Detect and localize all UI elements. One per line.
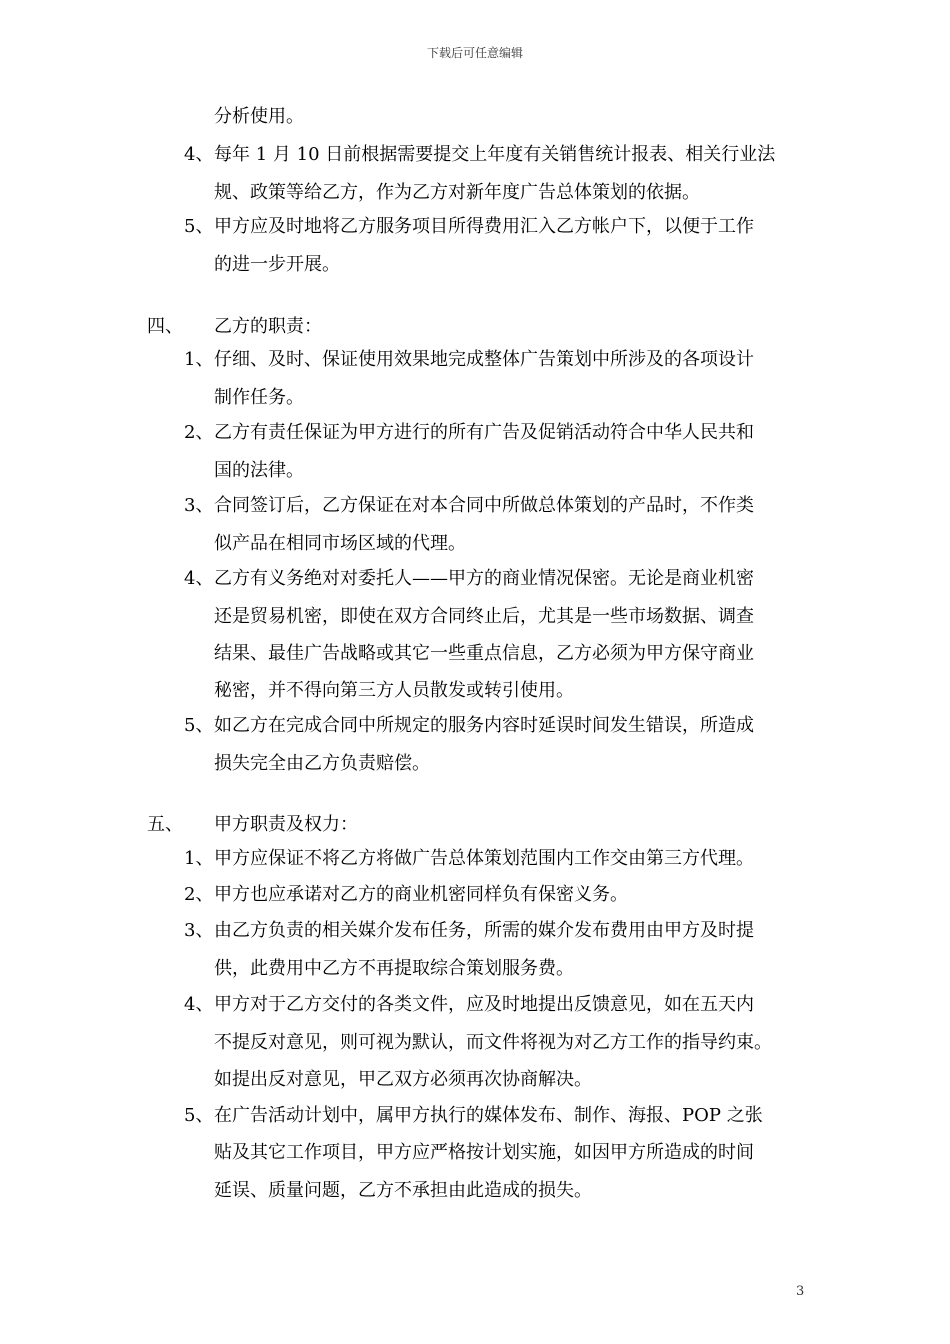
paragraph-line: 如乙方在完成合同中所规定的服务内容时延误时间发生错误，所造成: [214, 715, 754, 736]
paragraph-line: 甲方对于乙方交付的各类文件，应及时地提出反馈意见，如在五天内: [214, 994, 754, 1015]
paragraph-line: 甲方应及时地将乙方服务项目所得费用汇入乙方帐户下，以便于工作: [214, 216, 754, 237]
paragraph-line: 似产品在相同市场区域的代理。: [214, 533, 466, 554]
item-number: 3、: [184, 920, 214, 941]
paragraph-line: 甲方也应承诺对乙方的商业机密同样负有保密义务。: [214, 884, 628, 905]
paragraph-line: 分析使用。: [214, 106, 304, 127]
item-number: 5、: [184, 216, 214, 237]
paragraph-line: 还是贸易机密，即使在双方合同终止后，尤其是一些市场数据、调查: [214, 606, 754, 627]
paragraph-line: 乙方有义务绝对对委托人——甲方的商业情况保密。无论是商业机密: [214, 568, 754, 589]
paragraph-line: 制作任务。: [214, 387, 304, 408]
section-number: 五、: [147, 814, 183, 835]
paragraph-line: 损失完全由乙方负责赔偿。: [214, 753, 430, 774]
paragraph-line: 贴及其它工作项目，甲方应严格按计划实施，如因甲方所造成的时间: [214, 1142, 754, 1163]
section-title: 乙方的职责：: [214, 316, 322, 337]
page-header: 下载后可任意编辑: [426, 46, 523, 60]
paragraph-line: 如提出反对意见，甲乙双方必须再次协商解决。: [214, 1069, 592, 1090]
section-number: 四、: [147, 316, 183, 337]
paragraph-line: 在广告活动计划中，属甲方执行的媒体发布、制作、海报、POP 之张: [214, 1105, 763, 1126]
paragraph-line: 甲方应保证不将乙方将做广告总体策划范围内工作交由第三方代理。: [214, 848, 754, 869]
paragraph-line: 的进一步开展。: [214, 254, 340, 275]
paragraph-line: 乙方有责任保证为甲方进行的所有广告及促销活动符合中华人民共和: [214, 422, 754, 443]
paragraph-line: 由乙方负责的相关媒介发布任务，所需的媒介发布费用由甲方及时提: [214, 920, 754, 941]
paragraph-line: 不提反对意见，则可视为默认，而文件将视为对乙方工作的指导约束。: [214, 1032, 772, 1053]
item-number: 4、: [184, 994, 214, 1015]
item-number: 2、: [184, 884, 214, 905]
item-number: 1、: [184, 349, 214, 370]
item-number: 1、: [184, 848, 214, 869]
paragraph-line: 供，此费用中乙方不再提取综合策划服务费。: [214, 958, 574, 979]
paragraph-line: 规、政策等给乙方，作为乙方对新年度广告总体策划的依据。: [214, 182, 700, 203]
item-number: 5、: [184, 715, 214, 736]
paragraph-line: 每年 1 月 10 日前根据需要提交上年度有关销售统计报表、相关行业法: [214, 144, 776, 165]
paragraph-line: 延误、质量问题，乙方不承担由此造成的损失。: [214, 1180, 592, 1201]
paragraph-line: 结果、最佳广告战略或其它一些重点信息，乙方必须为甲方保守商业: [214, 643, 754, 664]
section-title: 甲方职责及权力：: [214, 814, 358, 835]
item-number: 4、: [184, 144, 214, 165]
item-number: 2、: [184, 422, 214, 443]
item-number: 4、: [184, 568, 214, 589]
paragraph-line: 仔细、及时、保证使用效果地完成整体广告策划中所涉及的各项设计: [214, 349, 754, 370]
paragraph-line: 秘密，并不得向第三方人员散发或转引使用。: [214, 680, 574, 701]
page-number: 3: [796, 1284, 805, 1299]
item-number: 5、: [184, 1105, 214, 1126]
paragraph-line: 国的法律。: [214, 460, 304, 481]
item-number: 3、: [184, 495, 214, 516]
paragraph-line: 合同签订后，乙方保证在对本合同中所做总体策划的产品时，不作类: [214, 495, 754, 516]
